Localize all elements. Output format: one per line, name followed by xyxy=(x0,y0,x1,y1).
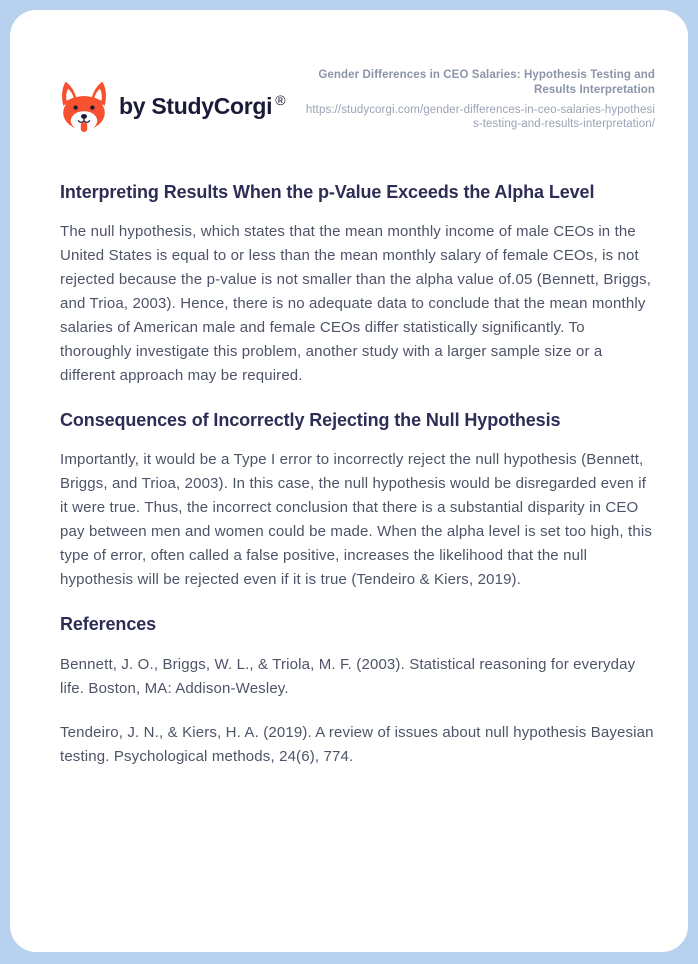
section-heading-consequences: Consequences of Incorrectly Rejecting the Null Hypothesis xyxy=(60,410,561,430)
brand xyxy=(60,78,286,138)
section-heading-references: References xyxy=(60,614,157,634)
article-body xyxy=(60,182,655,769)
registered-trademark: ® xyxy=(275,92,286,108)
document-card xyxy=(10,10,688,952)
document-url: https://studycorgi.com/gender-differences-in-ceo-salaries-hypothesis-testing-and-results-interpretation/ xyxy=(305,104,655,130)
paragraph-consequences: Importantly, it would be a Type I error to incorrectly reject the null hypothesis (Bennett, Briggs, and Trioa, 2003). In this case, the null hypothesis would be disregarded even if it were true. Thus, the incorrect conclusion that there is a substantial disparity in CEO pay between men and women could be made. When the alpha level is set too high, this type of error, often called a false positive, increases the likelihood that the null hypothesis will be rejected even if it is true (Tendeiro & Kiers, 2019). xyxy=(60,451,652,588)
brand-name: by StudyCorgi xyxy=(119,92,273,119)
corgi-logo-icon xyxy=(60,78,108,138)
reference-tendeiro: Tendeiro, J. N., & Kiers, H. A. (2019). A review of issues about null hypothesis Bayesian testing. Psychological methods, 24(6), 774. xyxy=(60,724,654,765)
paragraph-interpreting-results: The null hypothesis, which states that the mean monthly income of male CEOs in the United States is equal to or less than the mean monthly salary of female CEOs, is not rejected because the p-value is not smaller than the alpha value of.05 (Bennett, Briggs, and Trioa, 2003). Hence, there is no adequate data to conclude that the mean monthly salaries of American male and female CEOs differ statistically significantly. To thoroughly investigate this problem, another study with a larger sample size or a different approach may be required. xyxy=(60,223,652,384)
section-heading-interpreting-results: Interpreting Results When the p-Value Exceeds the Alpha Level xyxy=(60,182,595,202)
document-title: Gender Differences in CEO Salaries: Hypothesis Testing and Results Interpretation xyxy=(318,69,655,96)
header xyxy=(60,64,655,138)
reference-bennett: Bennett, J. O., Briggs, W. L., & Triola, M. F. (2003). Statistical reasoning for everyday life. Boston, MA: Addison-Wesley. xyxy=(60,656,636,697)
document-meta xyxy=(303,64,655,131)
